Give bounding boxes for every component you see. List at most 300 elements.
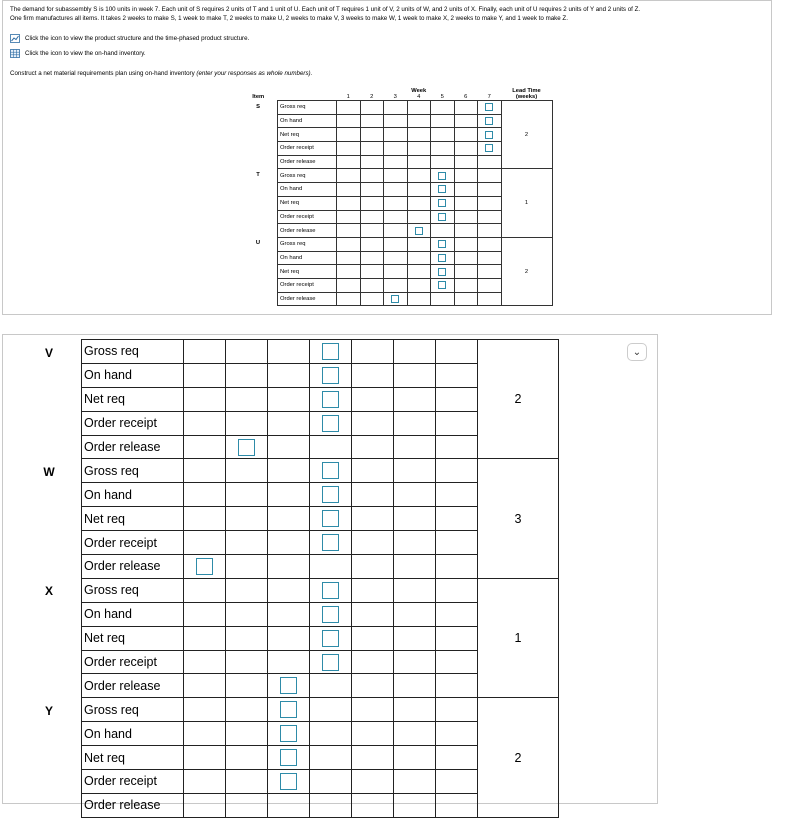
week-cell: [384, 169, 408, 183]
row-label: Gross req: [278, 101, 337, 115]
week-cell: [454, 292, 478, 306]
mrp-table-top: [239, 88, 553, 306]
week-cell: [226, 507, 268, 531]
answer-input[interactable]: [322, 367, 339, 384]
week-cell: [360, 155, 384, 169]
week-cell: [431, 155, 455, 169]
week-cell: [226, 411, 268, 435]
week-cell: [431, 114, 455, 128]
item-code: Y: [44, 703, 53, 718]
answer-input[interactable]: [322, 391, 339, 408]
structure-link[interactable]: [10, 34, 249, 43]
row-label: Order release: [278, 155, 337, 169]
week-cell: [478, 210, 502, 224]
item-code: U: [255, 240, 261, 247]
week-cell: [436, 626, 478, 650]
answer-input[interactable]: [438, 172, 446, 180]
row-label: Gross req: [82, 698, 184, 722]
week-cell: [478, 237, 502, 251]
problem-text: [10, 6, 772, 23]
week-cell: [384, 265, 408, 279]
week-cell: [268, 340, 310, 364]
week-cell: [436, 531, 478, 555]
week-cell: [184, 626, 226, 650]
week-cell: [407, 169, 431, 183]
week-cell: [384, 251, 408, 265]
week-cell: [360, 278, 384, 292]
week-cell: [184, 698, 226, 722]
row-label: On hand: [82, 722, 184, 746]
row-label: On hand: [278, 183, 337, 197]
week-cell: [407, 155, 431, 169]
week-cell: [454, 142, 478, 156]
week-cell: [436, 459, 478, 483]
week-cell: [184, 674, 226, 698]
week-cell: [184, 340, 226, 364]
week-cell: [436, 483, 478, 507]
week-cell: [384, 237, 408, 251]
item-header: Item: [252, 94, 265, 100]
answer-input[interactable]: [280, 701, 297, 718]
week-cell: [352, 650, 394, 674]
week-cell: [407, 237, 431, 251]
row-label: On hand: [82, 602, 184, 626]
problem-panel: [2, 0, 772, 315]
week-cell: [394, 650, 436, 674]
week-cell: [310, 770, 352, 794]
week-cell: [454, 265, 478, 279]
answer-input[interactable]: [438, 185, 446, 193]
answer-input[interactable]: [485, 117, 493, 125]
week-cell: [184, 435, 226, 459]
mrp-row: [17, 626, 559, 650]
week-cell: [431, 142, 455, 156]
row-label: Gross req: [82, 340, 184, 364]
row-label: Net req: [82, 387, 184, 411]
week-cell: [226, 578, 268, 602]
item-code: V: [44, 345, 53, 360]
mrp-row: [17, 507, 559, 531]
week-cell: [184, 411, 226, 435]
week-cell: [268, 411, 310, 435]
week-cell: [436, 435, 478, 459]
week-cell: [310, 602, 352, 626]
row-label: Gross req: [82, 578, 184, 602]
week-cell: [431, 224, 455, 238]
week-cell: [268, 507, 310, 531]
answer-input[interactable]: [196, 558, 213, 575]
week-cell: [184, 459, 226, 483]
week-cell: [268, 578, 310, 602]
row-label: Order receipt: [278, 210, 337, 224]
week-cell: [310, 555, 352, 579]
week-cell: [407, 292, 431, 306]
row-label: On hand: [82, 483, 184, 507]
week-cell: [360, 237, 384, 251]
row-label: Order release: [278, 292, 337, 306]
week-cell: [384, 183, 408, 197]
inventory-link[interactable]: [10, 49, 146, 58]
week-cell: [337, 155, 361, 169]
week-cell: [226, 674, 268, 698]
week-cell: [394, 674, 436, 698]
row-label: On hand: [82, 363, 184, 387]
week-cell: [352, 626, 394, 650]
week-cell: [352, 746, 394, 770]
row-label: On hand: [278, 114, 337, 128]
structure-link-text[interactable]: Click the icon to view the product structure and the time-phased product structure.: [25, 35, 250, 42]
week-cell: [454, 114, 478, 128]
row-label: Order receipt: [278, 142, 337, 156]
week-cell: [394, 770, 436, 794]
lead-time-value: 2: [501, 101, 552, 169]
week-cell: [431, 196, 455, 210]
week-cell: [478, 196, 502, 210]
week-cell: [310, 793, 352, 817]
week-cell: [394, 531, 436, 555]
week-cell: [310, 459, 352, 483]
week-cell: [226, 626, 268, 650]
week-cell: [337, 292, 361, 306]
week-header: Week: [411, 88, 427, 94]
answer-input[interactable]: [438, 213, 446, 221]
week-cell: [384, 196, 408, 210]
week-cell: [226, 602, 268, 626]
week-cell: [384, 128, 408, 142]
week-cell: [394, 483, 436, 507]
week-cell: [436, 770, 478, 794]
week-cell: [337, 278, 361, 292]
instructions: [10, 70, 312, 77]
week-cell: [394, 793, 436, 817]
answer-input[interactable]: [438, 199, 446, 207]
week-cell: [352, 507, 394, 531]
week-cell: [268, 674, 310, 698]
lead-time-value: 2: [478, 340, 559, 459]
week-cell: [478, 265, 502, 279]
week-cell: [310, 340, 352, 364]
week-cell: [407, 265, 431, 279]
answer-input[interactable]: [322, 582, 339, 599]
week-cell: [337, 265, 361, 279]
answer-input[interactable]: [485, 131, 493, 139]
week-cell: [478, 169, 502, 183]
week-cell: [436, 555, 478, 579]
week-cell: [352, 770, 394, 794]
week-cell: [268, 387, 310, 411]
week-number: 7: [487, 94, 491, 100]
week-cell: [407, 210, 431, 224]
week-cell: [184, 650, 226, 674]
instructions-note: (enter your responses as whole numbers).: [196, 70, 313, 77]
week-cell: [268, 435, 310, 459]
week-cell: [436, 387, 478, 411]
row-label: Net req: [278, 265, 337, 279]
lead-time-value: 1: [501, 169, 552, 237]
week-number: 1: [346, 94, 350, 100]
answer-input[interactable]: [238, 439, 255, 456]
week-cell: [184, 531, 226, 555]
week-cell: [436, 507, 478, 531]
week-cell: [436, 650, 478, 674]
week-cell: [407, 128, 431, 142]
week-cell: [384, 210, 408, 224]
week-cell: [394, 698, 436, 722]
answer-input[interactable]: [485, 103, 493, 111]
week-cell: [226, 698, 268, 722]
week-cell: [184, 363, 226, 387]
week-cell: [268, 531, 310, 555]
answer-input[interactable]: [322, 415, 339, 432]
row-label: Net req: [278, 128, 337, 142]
week-cell: [337, 251, 361, 265]
lead-time-unit: (weeks): [515, 94, 538, 100]
answer-input[interactable]: [280, 773, 297, 790]
week-cell: [436, 674, 478, 698]
week-cell: [352, 602, 394, 626]
row-label: Order release: [82, 793, 184, 817]
answer-input[interactable]: [322, 462, 339, 479]
mrp-row: [239, 237, 552, 251]
week-cell: [478, 292, 502, 306]
week-cell: [360, 224, 384, 238]
week-cell: [184, 722, 226, 746]
week-cell: [310, 578, 352, 602]
week-cell: [407, 224, 431, 238]
week-cell: [226, 435, 268, 459]
week-cell: [268, 650, 310, 674]
week-cell: [407, 196, 431, 210]
week-cell: [184, 483, 226, 507]
week-cell: [352, 722, 394, 746]
week-cell: [184, 578, 226, 602]
week-cell: [337, 196, 361, 210]
week-cell: [478, 101, 502, 115]
lead-time-value: 2: [478, 698, 559, 817]
week-cell: [352, 459, 394, 483]
answer-input[interactable]: [322, 630, 339, 647]
week-cell: [478, 251, 502, 265]
week-cell: [454, 169, 478, 183]
row-label: Gross req: [278, 169, 337, 183]
week-cell: [352, 411, 394, 435]
lead-time-value: 1: [478, 578, 559, 697]
mrp-row: [17, 435, 559, 459]
chevron-down-icon[interactable]: ⌄: [627, 343, 647, 361]
week-cell: [352, 698, 394, 722]
answer-input[interactable]: [322, 486, 339, 503]
week-cell: [478, 114, 502, 128]
week-cell: [394, 722, 436, 746]
week-cell: [431, 292, 455, 306]
week-cell: [478, 128, 502, 142]
answer-input[interactable]: [322, 510, 339, 527]
week-cell: [436, 698, 478, 722]
week-cell: [431, 169, 455, 183]
lead-time-value: 3: [478, 459, 559, 578]
week-cell: [268, 363, 310, 387]
row-label: Net req: [82, 507, 184, 531]
week-cell: [352, 435, 394, 459]
week-cell: [431, 128, 455, 142]
week-cell: [337, 169, 361, 183]
week-cell: [226, 340, 268, 364]
week-cell: [478, 183, 502, 197]
week-cell: [436, 793, 478, 817]
row-label: On hand: [278, 251, 337, 265]
week-cell: [431, 183, 455, 197]
week-cell: [184, 507, 226, 531]
answer-input[interactable]: [415, 227, 423, 235]
week-cell: [184, 793, 226, 817]
week-cell: [310, 650, 352, 674]
week-cell: [268, 555, 310, 579]
week-number: 5: [440, 94, 444, 100]
row-label: Order receipt: [82, 411, 184, 435]
week-cell: [436, 363, 478, 387]
inventory-link-text[interactable]: Click the icon to view the on-hand inventory.: [25, 50, 146, 57]
week-cell: [384, 224, 408, 238]
week-number: 4: [417, 94, 421, 100]
week-cell: [310, 626, 352, 650]
mrp-table-panel: [2, 334, 658, 813]
answer-input[interactable]: [280, 725, 297, 742]
week-cell: [226, 459, 268, 483]
row-label: Gross req: [82, 459, 184, 483]
week-cell: [431, 251, 455, 265]
mrp-row: [17, 674, 559, 698]
week-cell: [394, 340, 436, 364]
item-code: S: [256, 103, 260, 110]
mrp-row: [17, 602, 559, 626]
week-cell: [431, 101, 455, 115]
row-label: Order receipt: [82, 650, 184, 674]
week-cell: [454, 251, 478, 265]
week-cell: [310, 483, 352, 507]
week-cell: [431, 210, 455, 224]
mrp-row: [17, 387, 559, 411]
row-label: Order receipt: [82, 770, 184, 794]
week-cell: [310, 507, 352, 531]
row-label: Net req: [82, 626, 184, 650]
week-cell: [226, 722, 268, 746]
week-cell: [478, 224, 502, 238]
week-cell: [268, 746, 310, 770]
mrp-row: [17, 770, 559, 794]
week-cell: [478, 278, 502, 292]
week-cell: [384, 142, 408, 156]
week-cell: [478, 155, 502, 169]
week-cell: [226, 770, 268, 794]
week-cell: [394, 746, 436, 770]
chart-icon[interactable]: [10, 34, 20, 43]
week-number: 3: [393, 94, 397, 100]
answer-input[interactable]: [280, 749, 297, 766]
mrp-row: [17, 698, 559, 722]
week-cell: [226, 746, 268, 770]
week-cell: [352, 531, 394, 555]
week-cell: [337, 183, 361, 197]
mrp-row: [239, 101, 552, 115]
week-cell: [310, 674, 352, 698]
answer-input[interactable]: [485, 144, 493, 152]
mrp-row: [17, 363, 559, 387]
mrp-row: [239, 169, 552, 183]
lead-time-header: Lead Time: [512, 88, 541, 94]
mrp-row: [17, 411, 559, 435]
week-number: 2: [370, 94, 374, 100]
week-cell: [454, 128, 478, 142]
week-cell: [268, 770, 310, 794]
week-cell: [184, 602, 226, 626]
week-cell: [226, 363, 268, 387]
mrp-row: [17, 578, 559, 602]
week-cell: [352, 387, 394, 411]
week-cell: [394, 578, 436, 602]
week-cell: [184, 746, 226, 770]
week-cell: [360, 265, 384, 279]
week-cell: [407, 101, 431, 115]
week-cell: [310, 746, 352, 770]
week-cell: [268, 459, 310, 483]
mrp-table-bottom: [17, 339, 559, 818]
week-cell: [352, 555, 394, 579]
week-cell: [394, 363, 436, 387]
row-label: Net req: [278, 196, 337, 210]
week-cell: [352, 793, 394, 817]
problem-line-2: One firm manufactures all items. It takes 2 weeks to make S, 1 week to make T, 2 weeks to make U, 2 weeks to make V, 3 weeks to make W, 1 week to make X, 2 weeks to make Y, and 1 week to make Z.: [10, 14, 568, 22]
week-cell: [454, 278, 478, 292]
week-cell: [478, 142, 502, 156]
week-cell: [310, 698, 352, 722]
item-code: X: [44, 584, 53, 599]
answer-input[interactable]: [322, 606, 339, 623]
week-cell: [407, 183, 431, 197]
answer-input[interactable]: [322, 654, 339, 671]
mrp-row: [17, 483, 559, 507]
answer-input[interactable]: [322, 343, 339, 360]
week-cell: [454, 237, 478, 251]
answer-input[interactable]: [438, 281, 446, 289]
mrp-row: [17, 793, 559, 817]
item-code: T: [256, 171, 260, 178]
week-cell: [454, 210, 478, 224]
week-cell: [310, 363, 352, 387]
week-cell: [454, 183, 478, 197]
week-cell: [436, 578, 478, 602]
week-cell: [268, 698, 310, 722]
answer-input[interactable]: [438, 240, 446, 248]
week-cell: [226, 387, 268, 411]
answer-input[interactable]: [438, 254, 446, 262]
answer-input[interactable]: [322, 534, 339, 551]
week-cell: [268, 722, 310, 746]
week-cell: [431, 278, 455, 292]
table-icon[interactable]: [10, 49, 20, 58]
week-cell: [360, 292, 384, 306]
week-cell: [226, 793, 268, 817]
mrp-row: [17, 459, 559, 483]
week-cell: [337, 210, 361, 224]
lead-time-value: 2: [501, 237, 552, 305]
week-cell: [454, 196, 478, 210]
week-cell: [407, 278, 431, 292]
answer-input[interactable]: [438, 268, 446, 276]
answer-input[interactable]: [391, 295, 399, 303]
answer-input[interactable]: [280, 677, 297, 694]
week-cell: [384, 278, 408, 292]
mrp-row: [17, 722, 559, 746]
